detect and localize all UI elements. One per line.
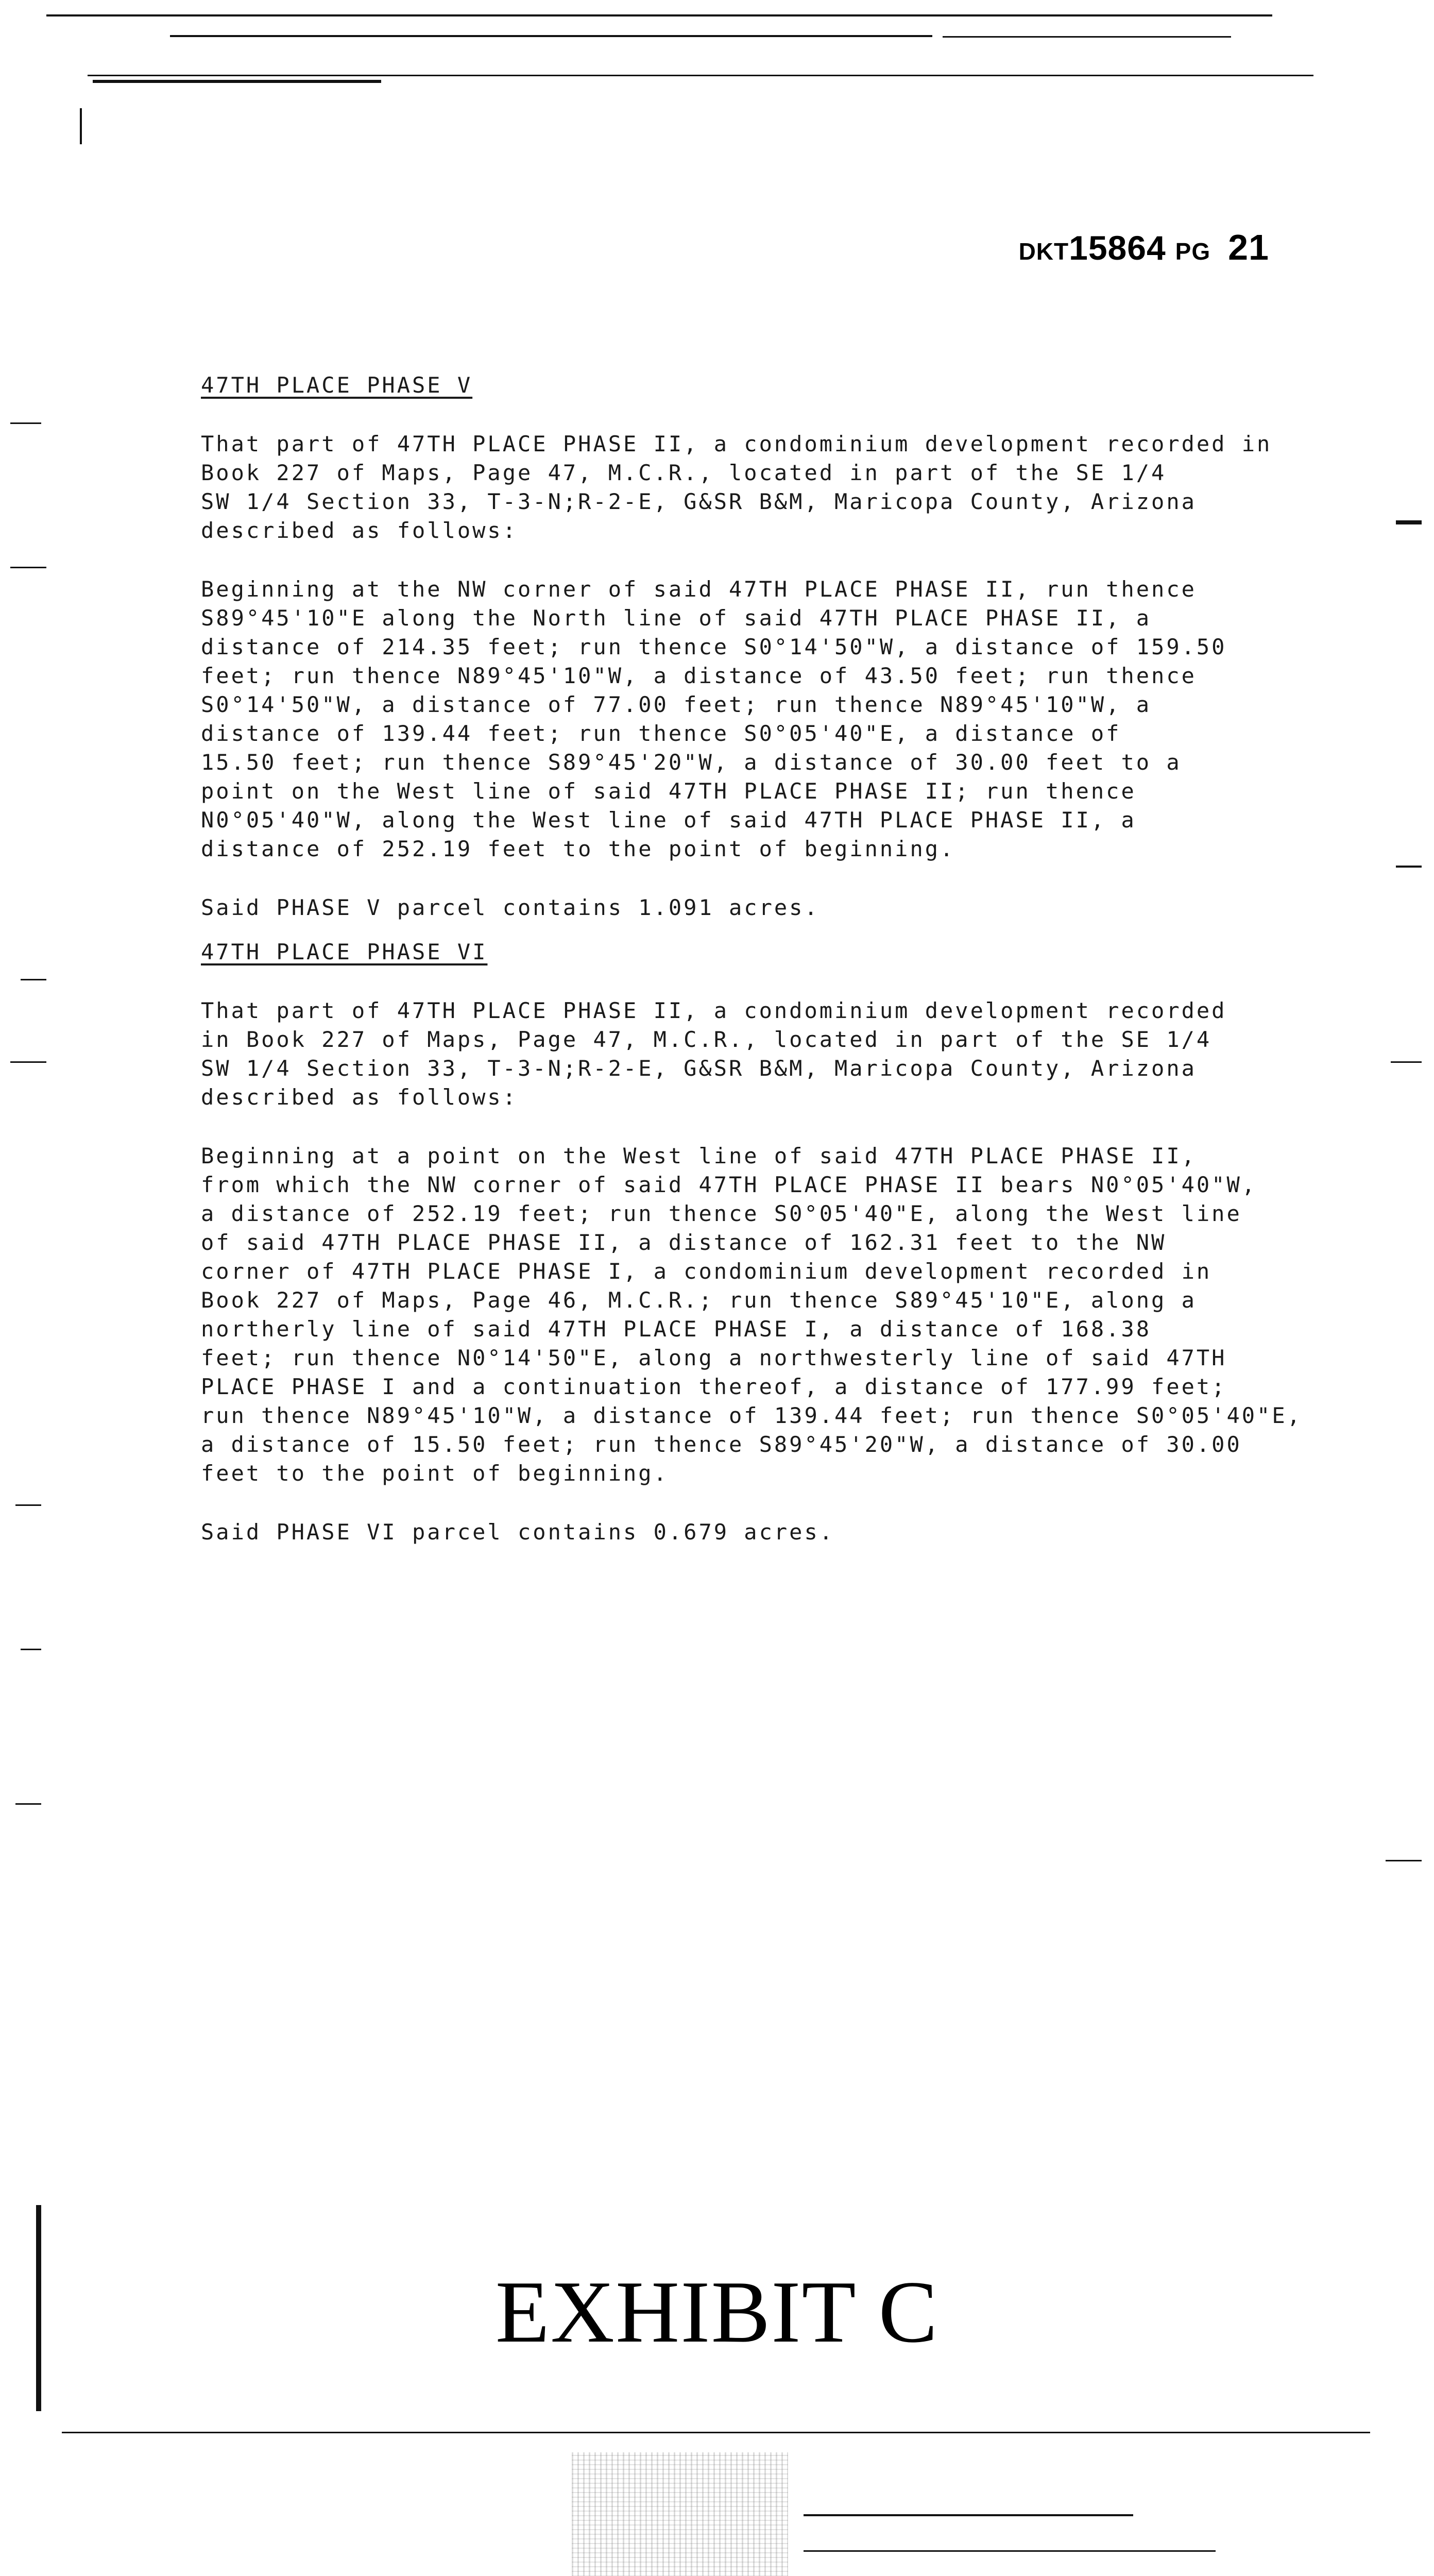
margin-mark [10, 567, 46, 568]
section-heading: 47TH PLACE PHASE VI [201, 939, 488, 964]
acreage-note: Said PHASE V parcel contains 1.091 acres. [201, 895, 820, 920]
scan-edge-line [804, 2514, 1133, 2516]
exhibit-label: EXHIBIT C [495, 2263, 939, 2361]
section-phase-vi [201, 938, 1324, 1547]
scan-edge-line [80, 108, 82, 144]
margin-mark [10, 422, 41, 424]
legal-description: That part of 47TH PLACE PHASE II, a condominium development recorded in Book 227 of Maps, Page 47, M.C.R., located in part of the SE 1/4 SW 1/4 Section 33, T-3-N;R-2-E, G&SR B&M, Maricopa County, Arizona described as follows: [201, 998, 1227, 1110]
margin-mark [21, 979, 46, 980]
book-number: 15864 [1069, 229, 1166, 267]
section-heading: 47TH PLACE PHASE V [201, 372, 473, 398]
margin-mark [15, 1803, 41, 1805]
margin-mark [21, 1649, 41, 1650]
legal-description: That part of 47TH PLACE PHASE II, a condominium development recorded in Book 227 of Maps, Page 47, M.C.R., located in part of the SE 1/4 SW 1/4 Section 33, T-3-N;R-2-E, G&SR B&M, Maricopa County, Arizona described as follows: [201, 431, 1272, 543]
margin-mark [15, 1504, 41, 1506]
scan-edge-line [46, 14, 1272, 16]
scan-edge-line [62, 2432, 1370, 2433]
margin-mark [1396, 866, 1422, 868]
scan-edge-line [93, 80, 381, 83]
section-phase-v [201, 371, 1324, 922]
scan-edge-line [804, 2550, 1216, 2552]
recording-stamp [1019, 227, 1269, 268]
legal-description: Beginning at a point on the West line of said 47TH PLACE PHASE II, from which the NW corner of said 47TH PLACE PHASE II bears N0°05'40"W, a distance of 252.19 feet; run thence S0°05'40"E, along the West line of said 47TH PLACE PHASE II, a distance of 162.31 feet to the NW corner of 47TH PLACE PHASE I, a condominium development recorded in Book 227 of Maps, Page 46, M.C.R.; run thence S89°45'10"E, along a northerly line of said 47TH PLACE PHASE I, a distance of 168.38 feet; run thence N0°14'50"E, along a northwesterly line of said 47TH PLACE PHASE I and a continuation thereof, a distance of 177.99 feet; run thence N89°45'10"W, a distance of 139.44 feet; run thence S0°05'40"E, a distance of 15.50 feet; run thence S89°45'20"W, a distance of 30.00 feet to the point of beginning. [201, 1143, 1302, 1486]
scan-edge-line [88, 75, 1313, 76]
margin-mark [1391, 1061, 1422, 1063]
page-label: PG [1175, 238, 1211, 265]
acreage-note: Said PHASE VI parcel contains 0.679 acres. [201, 1519, 835, 1545]
scan-noise-patch [572, 2452, 788, 2576]
legal-description: Beginning at the NW corner of said 47TH PLACE PHASE II, run thence S89°45'10"E along the North line of said 47TH PLACE PHASE II, a distance of 214.35 feet; run thence S0°14'50"W, a distance of 159.50 feet; run thence N89°45'10"W, a distance of 43.50 feet; run thence S0°14'50"W, a distance of 77.00 feet; run thence N89°45'10"W, a distance of 139.44 feet; run thence S0°05'40"E, a distance of 15.50 feet; run thence S89°45'20"W, a distance of 30.00 feet to a point on the West line of said 47TH PLACE PHASE II; run thence N0°05'40"W, along the West line of said 47TH PLACE PHASE II, a distance of 252.19 feet to the point of beginning. [201, 577, 1227, 861]
scan-edge-line [943, 36, 1231, 38]
page-number: 21 [1228, 227, 1269, 267]
scan-edge-line [170, 35, 932, 37]
margin-mark [1386, 1860, 1422, 1861]
margin-mark [1396, 520, 1422, 524]
recording-prefix: DKT [1018, 238, 1069, 265]
margin-mark [10, 1061, 46, 1063]
